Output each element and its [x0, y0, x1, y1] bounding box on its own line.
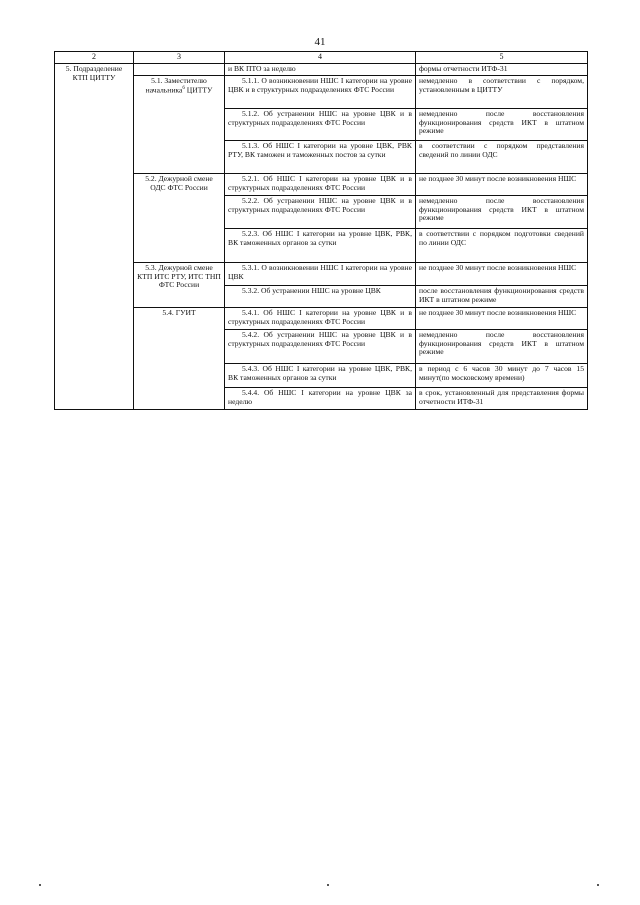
header-col-5: 5 [416, 52, 588, 64]
scan-speck [39, 884, 41, 886]
recipient-cell: 5.3. Дежурной смене КТП ИТС РТУ, ИТС ТНП ФТС России [134, 263, 225, 308]
deadline-cell: в срок, установленный для представления формы отчетности ИТФ-31 [416, 388, 588, 410]
deadline-cell: в соответствии с порядком подготовки сведений по линии ОДС [416, 229, 588, 263]
info-cell: 5.2.3. Об НШС I категории на уровне ЦВК, РВК, ВК таможенных органов за сутки [225, 229, 416, 263]
info-cell: 5.1.3. Об НШС I категории на уровне ЦВК, РВК РТУ, ВК таможен и таможенных постов за сутки [225, 141, 416, 174]
info-cell: 5.3.2. Об устранении НШС на уровне ЦВК [225, 286, 416, 308]
deadline-cell: не позднее 30 минут после возникновения НШС [416, 308, 588, 330]
deadline-cell: не позднее 30 минут после возникновения НШС [416, 263, 588, 286]
header-col-2: 2 [55, 52, 134, 64]
deadline-cell: после восстановления функционирования средств ИКТ в штатном режиме [416, 286, 588, 308]
deadline-cell: немедленно после восстановления функционирования средств ИКТ в штатном режиме [416, 330, 588, 364]
report-table [54, 51, 588, 410]
recipient-cell: 5.4. ГУИТ [134, 308, 225, 410]
deadline-cell: немедленно в соответствии с порядком, установленным в ЦИТТУ [416, 76, 588, 109]
recipient-name-tail: ЦИТТУ [184, 85, 213, 95]
info-cell: 5.2.2. Об устранении НШС на уровне ЦВК и в структурных подразделениях ФТС России [225, 196, 416, 229]
unit-cell: 5. Подразделение КТП ЦИТТУ [55, 64, 134, 410]
header-col-4: 4 [225, 52, 416, 64]
footnote-mark: 6 [182, 85, 185, 91]
info-cell: и ВК ПТО за неделю [225, 64, 416, 76]
deadline-cell: не позднее 30 минут после возникновения НШС [416, 174, 588, 196]
table-row [55, 263, 588, 286]
info-cell: 5.4.4. Об НШС I категории на уровне ЦВК за неделю [225, 388, 416, 410]
info-cell: 5.1.2. Об устранении НШС на уровне ЦВК и в структурных подразделениях ФТС России [225, 109, 416, 141]
deadline-cell: в период с 6 часов 30 минут до 7 часов 15 минут(по московскому времени) [416, 364, 588, 388]
deadline-cell: в соответствии с порядком представления сведений по линии ОДС [416, 141, 588, 174]
recipient-cell: 5.2. Дежурной смене ОДС ФТС России [134, 174, 225, 263]
scan-speck [597, 884, 599, 886]
info-cell: 5.4.3. Об НШС I категории на уровне ЦВК, РВК, ВК таможенных органов за сутки [225, 364, 416, 388]
table-row [55, 174, 588, 196]
deadline-cell: немедленно после восстановления функционирования средств ИКТ в штатном режиме [416, 109, 588, 141]
info-cell: 5.2.1. Об НШС I категории на уровне ЦВК и в структурных подразделениях ФТС России [225, 174, 416, 196]
table-row [55, 308, 588, 330]
info-cell: 5.3.1. О возникновении НШС I категории на уровне ЦВК [225, 263, 416, 286]
info-cell: 5.4.2. Об устранении НШС на уровне ЦВК и в структурных подразделениях ФТС России [225, 330, 416, 364]
scan-speck [327, 884, 329, 886]
page-number: 41 [314, 36, 326, 48]
header-col-3: 3 [134, 52, 225, 64]
deadline-cell: формы отчетности ИТФ-31 [416, 64, 588, 76]
info-cell: 5.4.1. Об НШС I категории на уровне ЦВК и в структурных подразделениях ФТС России [225, 308, 416, 330]
table-row [55, 76, 588, 109]
table-header-row [55, 52, 588, 64]
recipient-name: 5.1. Заместителю начальника [145, 76, 207, 95]
deadline-cell: немедленно после восстановления функционирования средств ИКТ в штатном режиме [416, 196, 588, 229]
table-row [55, 64, 588, 76]
recipient-cell [134, 76, 225, 174]
info-cell: 5.1.1. О возникновении НШС I категории на уровне ЦВК и в структурных подразделениях ФТС России [225, 76, 416, 109]
recipient-cell [134, 64, 225, 76]
